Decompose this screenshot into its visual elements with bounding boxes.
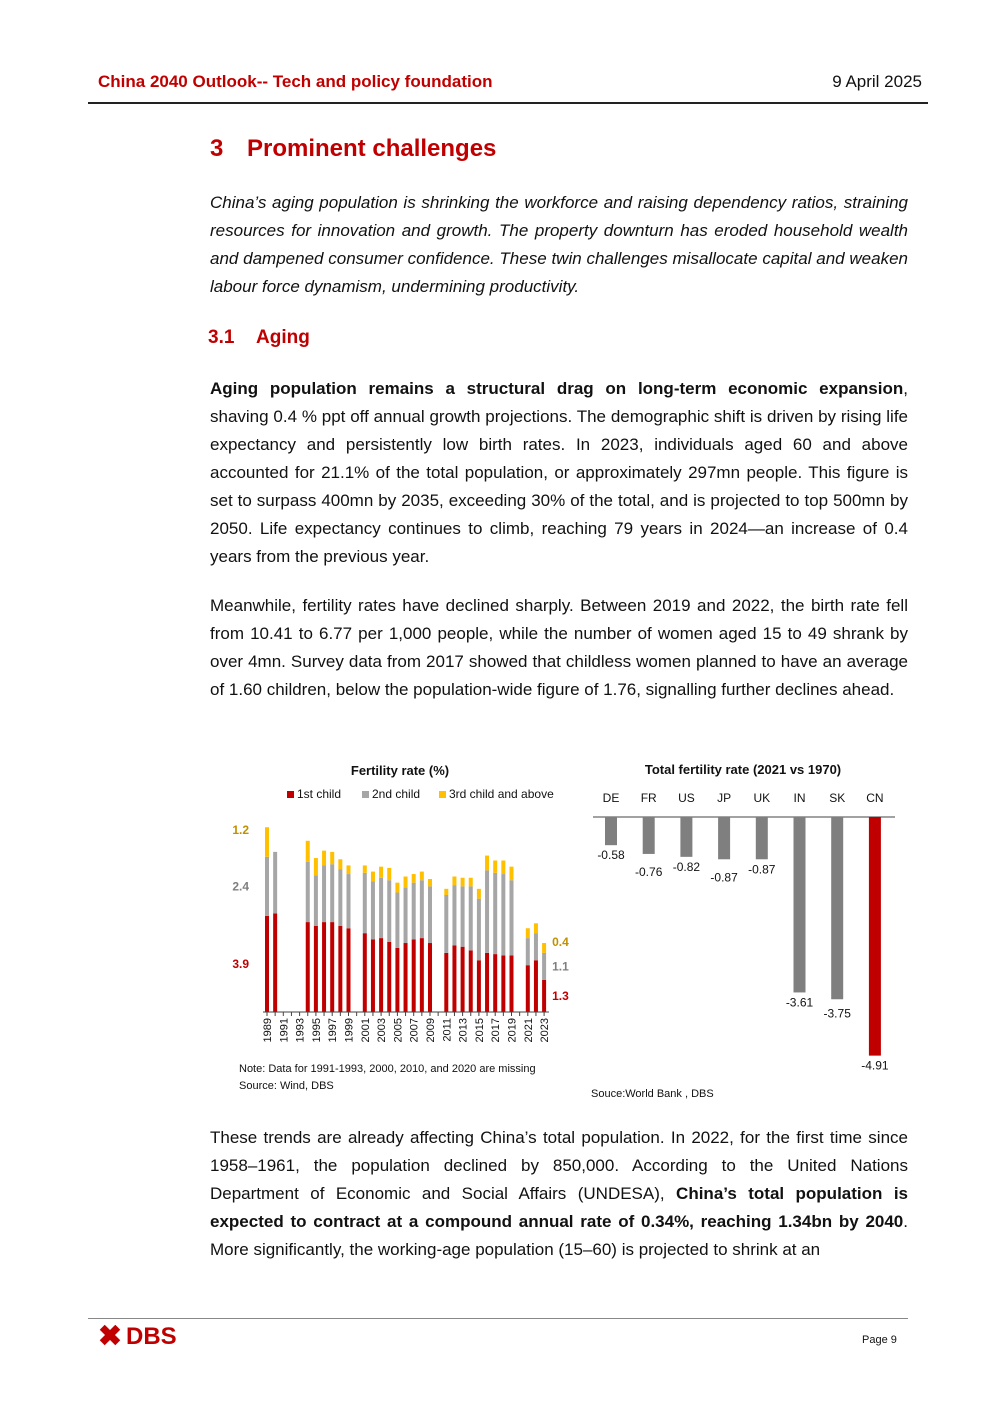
paragraph-aging-rest: , shaving 0.4 % ppt off annual growth projections. The demographic shift is driven by rising life expectancy and persistently low birth rates. In 2023, individuals aged 60 and above accounted for 21.1% of the total population, or approximately 297mn people. This figure is set to surpass 400mn by 2035, exceeding 30% of the total, and is projected to top 500mn by 2050. Life expectancy continues to climb, reaching 79 years in 2024—an increase of 0.4 years from the previous year. [210,379,908,566]
x-tick-label: 2007 [408,1018,421,1043]
value-label: -0.87 [748,862,776,877]
dbs-logo-mark [100,1325,121,1346]
x-tick-label: 2001 [359,1018,372,1043]
bar-segment [314,926,318,1012]
bar-segment [452,877,456,886]
bar-segment [493,861,497,873]
bar-segment [379,878,383,938]
bar-segment [412,874,416,883]
bar-segment [477,899,481,961]
bar-segment [273,913,277,1012]
chart1-legend [287,787,554,801]
chart2-source: Souce:World Bank , DBS [591,1088,714,1100]
bar [605,817,617,845]
data-label: 0.4 [552,934,569,949]
data-label: 3.9 [232,956,249,971]
x-tick-label: 1991 [278,1018,291,1043]
bar [680,817,692,857]
bar-segment [542,953,546,980]
legend-label: 1st child [297,787,342,801]
bar-segment [420,880,424,938]
bar-segment [444,953,448,1012]
bar-segment [404,877,408,888]
bar-segment [485,856,489,871]
category-label: IN [793,791,806,805]
chart1-bars [265,827,546,1012]
bar-segment [347,928,351,1012]
bar-segment [461,947,465,1012]
x-tick-label: 2019 [506,1018,519,1043]
bar-segment [387,880,391,942]
bar-segment [371,881,375,939]
value-label: -0.76 [635,864,663,879]
value-label: -0.87 [710,870,738,885]
category-label: DE [602,791,620,805]
bar-segment [330,852,334,864]
paragraph-population [210,1124,908,1264]
bar-segment [395,883,399,893]
category-label: CN [866,791,884,805]
section-lead: China’s aging population is shrinking the workforce and raising dependency ratios, straining resources for innovation and growth. The property downturn has eroded household wealth and dampened consumer confidence. These twin challenges misallocate capital and weaken labour force dynamism, undermining productivity. [210,193,908,296]
bar-segment [501,874,505,955]
header-date: 9 April 2025 [832,72,922,91]
x-tick-label: 2023 [539,1018,552,1043]
section-title: Prominent challenges [247,135,497,162]
bar-segment [387,942,391,1012]
bar-segment [461,878,465,887]
bar-segment [371,939,375,1012]
bar-segment [444,895,448,953]
bar-segment [428,943,432,1012]
bar-segment [363,873,367,933]
header-divider [88,102,928,104]
bar-segment [338,869,342,926]
bar-segment [452,945,456,1012]
bar-segment [510,955,514,1012]
bar-segment [412,939,416,1012]
bar-segment [428,886,432,943]
bar-segment [501,861,505,875]
bar-segment [322,865,326,922]
legend-swatch [439,791,446,798]
bar-segment [444,889,448,895]
bar-segment [265,857,269,916]
chart1-note: Note: Data for 1991-1993, 2000, 2010, and 2020 are missing [239,1063,536,1075]
x-tick-label: 2005 [392,1018,405,1043]
bar-segment [534,933,538,960]
value-label: -3.75 [823,1006,851,1021]
x-tick-label: 2015 [473,1018,486,1043]
paragraph-population-a: These trends are already affecting China’s total population. In 2022, for the first time since 1958–1961, the population declined by 850,000. According to the United Nations Department of Economic and Social Affairs (UNDESA), [210,1128,908,1203]
bar-segment [452,885,456,945]
x-tick-label: 1999 [343,1018,356,1043]
bar-segment [493,873,497,954]
x-tick-label: 2021 [522,1018,535,1043]
bar-segment [428,879,432,886]
bar-segment [338,859,342,869]
bar-segment [395,893,399,948]
bar-segment [510,880,514,955]
bar-segment [534,960,538,1012]
bar-segment [322,851,326,866]
bar-segment [404,943,408,1012]
bar-segment [542,943,546,953]
bar-segment [461,886,465,946]
bar-segment [526,965,530,1012]
bar-segment [485,870,489,953]
chart2-title: Total fertility rate (2021 vs 1970) [644,762,842,777]
bar-segment [347,865,351,874]
bar [869,817,881,1056]
paragraph-population-b: . More significantly, the working-age population (15–60) is projected to shrink at an [210,1212,908,1259]
bar-segment [493,954,497,1012]
bar-segment [330,864,334,922]
value-label: -4.91 [861,1058,889,1073]
bar [831,817,843,999]
subsection-number: 3.1 [208,327,235,348]
section-number: 3 [210,135,224,162]
bar-segment [477,960,481,1012]
dbs-logo [98,1322,193,1348]
footer-divider [88,1318,908,1319]
bar-segment [501,955,505,1012]
bar-segment [526,928,530,938]
x-tick-label: 2011 [441,1018,454,1042]
bar-segment [273,852,277,914]
fertility-rate-chart [225,755,580,1100]
bar-segment [387,868,391,880]
bar-segment [469,886,473,950]
bar-segment [363,865,367,872]
paragraph-aging-bold: Aging population remains a structural drag on long-term economic expansion [210,379,904,398]
legend-label: 3rd child and above [449,787,554,801]
data-label: 1.3 [552,988,569,1003]
value-label: -3.61 [785,995,814,1010]
x-tick-label: 1995 [310,1018,323,1043]
bar-segment [469,878,473,887]
x-tick-label: 2003 [376,1018,389,1043]
bar [718,817,730,859]
data-label: 2.4 [232,879,249,894]
bar-segment [379,867,383,878]
chart1-source: Source: Wind, DBS [239,1080,334,1092]
paragraph-population-bold: China’s total population is expected to contract at a compound annual rate of 0.34%, reaching 1.34bn by 2040 [210,1184,908,1231]
bar [643,817,655,854]
bar-segment [314,875,318,926]
bar [756,817,768,859]
x-tick-label: 2009 [425,1018,437,1043]
bar-segment [542,980,546,1012]
bar-segment [404,888,408,943]
bar-segment [379,938,383,1012]
bar-segment [477,889,481,899]
category-label: UK [753,791,771,805]
x-tick-label: 2017 [490,1018,503,1043]
legend-swatch [362,791,369,798]
bar-segment [322,922,326,1012]
bar-segment [420,872,424,881]
bar-segment [265,916,269,1012]
category-label: US [678,791,695,805]
legend-swatch [287,791,294,798]
total-fertility-chart [585,755,905,1105]
bar-segment [347,874,351,928]
legend-label: 2nd child [372,787,421,801]
bar-segment [412,883,416,940]
chart1-title: Fertility rate (%) [350,763,450,778]
bar [794,817,806,992]
bar-segment [534,923,538,933]
bar-segment [363,933,367,1012]
section-heading [210,135,496,163]
x-tick-label: 1997 [327,1018,340,1043]
paragraph-fertility: Meanwhile, fertility rates have declined sharply. Between 2019 and 2022, the birth rate fell from 10.41 to 6.77 per 1,000 people, while the number of women aged 15 to 49 shrank by over 4mn. Survey data from 2017 showed that childless women planned to have an average of 1.60 children, below the population-wide figure of 1.76, signalling further declines ahead. [210,596,908,699]
x-tick-label: 2013 [457,1018,470,1043]
category-label: JP [717,791,732,805]
x-tick-label: 1993 [294,1018,307,1043]
bar-segment [526,938,530,965]
bar-segment [265,827,269,857]
bar-segment [395,948,399,1012]
category-label: FR [640,791,657,805]
bar-segment [469,950,473,1012]
subsection-title: Aging [256,327,310,348]
page-number: Page 9 [862,1334,897,1346]
bar-segment [306,841,310,862]
header-title: China 2040 Outlook-- Tech and policy foundation [98,72,493,91]
value-label: -0.58 [597,848,625,863]
data-label: 1.1 [552,959,569,974]
subsection-heading [208,327,310,349]
chart1-data-labels [232,823,569,1003]
chart1-ticks [262,1012,551,1042]
category-label: SK [829,791,846,805]
bar-segment [314,858,318,875]
bar-segment [330,922,334,1012]
dbs-logo-text: DBS [126,1323,177,1348]
bar-segment [338,926,342,1012]
paragraph-aging [210,375,908,571]
bar-segment [510,867,514,881]
bar-segment [420,938,424,1012]
bar-segment [485,953,489,1012]
value-label: -0.82 [672,859,701,874]
x-tick-label: 1989 [262,1018,274,1043]
data-label: 1.2 [232,823,249,838]
chart2-bars [597,791,889,1073]
bar-segment [371,872,375,882]
bar-segment [306,922,310,1012]
bar-segment [306,862,310,922]
